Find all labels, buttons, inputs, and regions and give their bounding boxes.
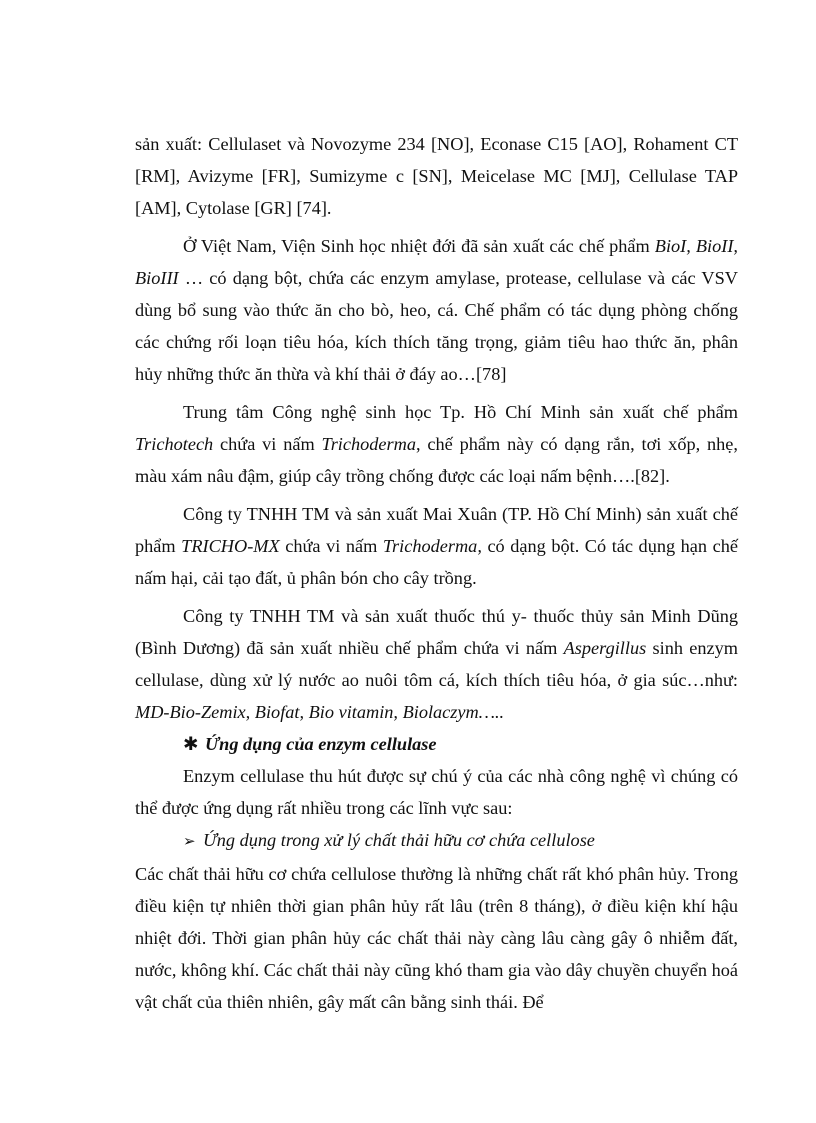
paragraph-text: sản xuất: Cellulaset và Novozyme 234 [NO], Econase C15 [AO], Rohament CT [RM], Avizyme [FR], Sumizyme c [SN], Meicelase MC [MJ], Cellulase TAP [AM], Cytolase [GR] [74]. xyxy=(135,134,738,218)
paragraph-text: Enzym cellulase thu hút được sự chú ý của các nhà công nghệ vì chúng có thể được ứng dụng rất nhiều trong các lĩnh vực sau: xyxy=(135,766,738,818)
paragraph-minh-dung xyxy=(135,600,738,728)
text-run: Công ty TNHH TM và sản xuất thuốc thú y- thuốc thủy sản Minh Dũng (Bình Dương) đã sản xuất nhiều chế phẩm chứa vi nấm xyxy=(135,606,738,658)
text-run: Ở Việt Nam, Viện Sinh học nhiệt đới đã sản xuất các chế phẩm xyxy=(183,236,655,256)
italic-run: BioI, BioII, BioIII xyxy=(135,236,738,288)
italic-run: MD-Bio-Zemix, Biofat, Bio vitamin, Biolaczym….. xyxy=(135,702,505,722)
paragraph-text: Các chất thải hữu cơ chứa cellulose thường là những chất rất khó phân hủy. Trong điều kiện tự nhiên thời gian phân hủy rất lâu (trên 8 tháng), ở điều kiện khí hậu nhiệt đới. Thời gian phân hủy các chất thải này càng lâu càng gây ô nhiễm đất, nước, không khí. Các chất thải này cũng khó tham gia vào dây chuyền chuyển hoá vật chất của thiên nhiên, gây mất cân bằng sinh thái. Để xyxy=(135,864,738,1012)
section-heading xyxy=(135,728,738,760)
text-run: sinh enzym cellulase, dùng xử lý nước ao nuôi tôm cá, kích thích tiêu hóa, ở gia súc…như: xyxy=(135,638,738,690)
subsection-heading-text: Ứng dụng trong xử lý chất thải hữu cơ chứa cellulose xyxy=(203,830,595,850)
paragraph-product-list xyxy=(135,128,738,224)
italic-run: Trichoderma, xyxy=(382,536,482,556)
arrowhead-bullet-icon: ➢ xyxy=(183,834,196,850)
paragraph-vietnam-institute xyxy=(135,230,738,390)
italic-run: Trichoderma xyxy=(321,434,416,454)
subsection-heading xyxy=(135,824,738,858)
paragraph-mai-xuan xyxy=(135,498,738,594)
italic-run: Aspergillus xyxy=(563,638,647,658)
text-run: , chế phẩm này có dạng rắn, tơi xốp, nhẹ, màu xám nâu đậm, giúp cây trồng chống được các loại nấm bệnh….[82]. xyxy=(135,434,738,486)
italic-run: Trichotech xyxy=(135,434,214,454)
text-run: có dạng bột. Có tác dụng hạn chế nấm hại, cải tạo đất, ủ phân bón cho cây trồng. xyxy=(135,536,738,588)
section-heading-text: Ứng dụng của enzym cellulase xyxy=(205,734,437,754)
text-run: chứa vi nấm xyxy=(279,536,383,556)
paragraph-biotech-center xyxy=(135,396,738,492)
paragraph-cellulase-intro xyxy=(135,760,738,824)
text-run: Trung tâm Công nghệ sinh học Tp. Hồ Chí Minh sản xuất chế phẩm xyxy=(183,402,738,422)
paragraph-waste-treatment xyxy=(135,858,738,1018)
asterisk-icon: ✱ xyxy=(183,734,199,754)
text-run: Công ty TNHH TM và sản xuất Mai Xuân (TP. Hồ Chí Minh) sản xuất chế phẩm xyxy=(135,504,738,556)
italic-run: TRICHO-MX xyxy=(181,536,280,556)
text-run: … có dạng bột, chứa các enzym amylase, protease, cellulase và các VSV dùng bổ sung vào thức ăn cho bò, heo, cá. Chế phẩm có tác dụng phòng chống các chứng rối loạn tiêu hóa, kích thích tăng trọng, giảm tiêu hao thức ăn, phân hủy những thức ăn thừa và khí thải ở đáy ao…[78] xyxy=(135,268,738,384)
text-run: chứa vi nấm xyxy=(213,434,322,454)
